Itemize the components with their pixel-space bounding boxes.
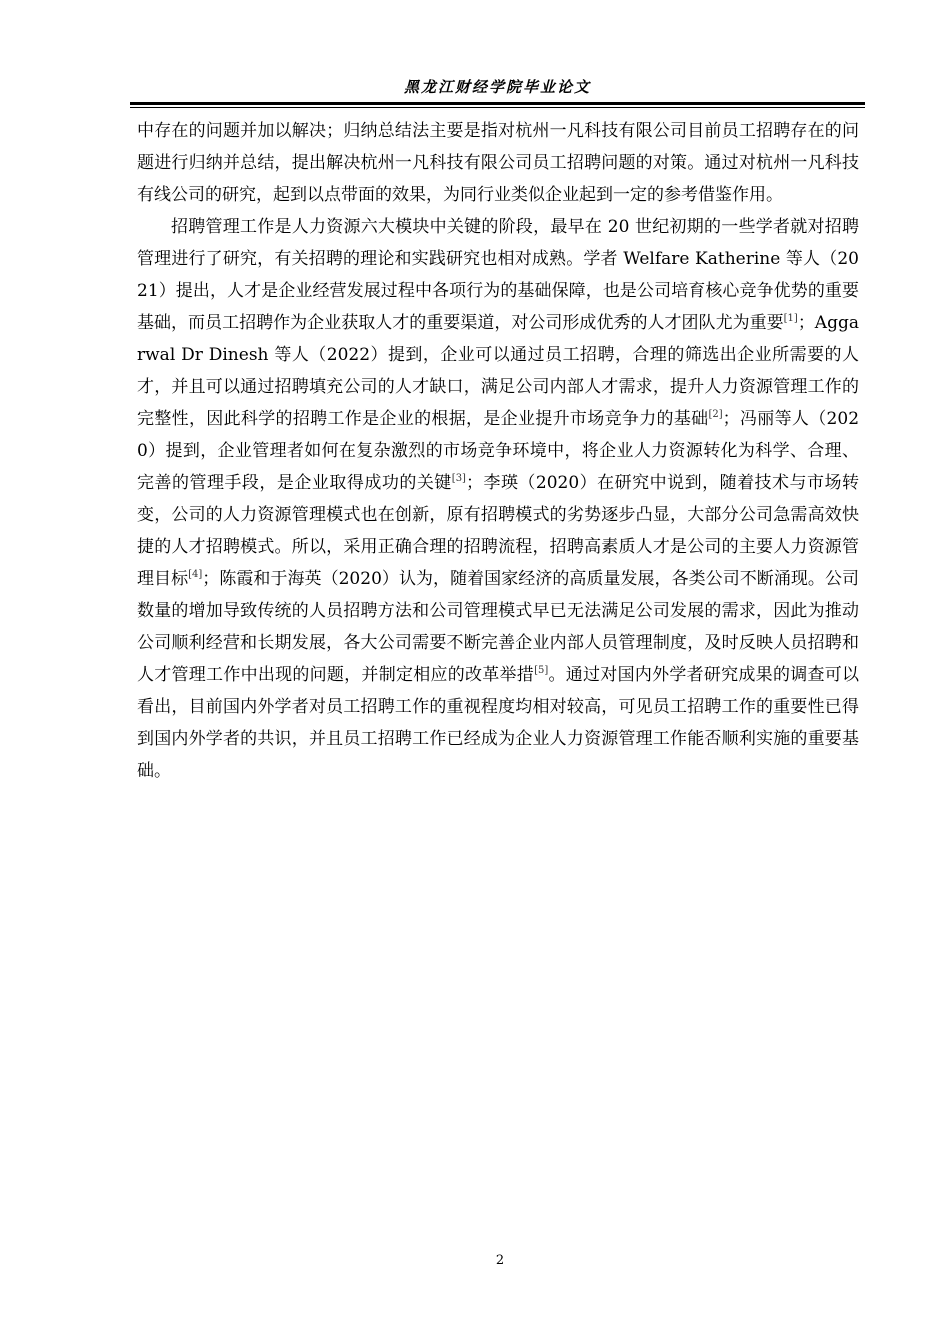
- citation-marker: [1]: [783, 313, 798, 324]
- paragraph-text: ；陈霞和于海英（2020）认为，随着国家经济的高质量发展，各类公司不断涌现。公司数量的增加导致传统的人员招聘方法和公司管理模式早已无法满足公司发展的需求，因此为推动公司顺利经营和长期发展，各大公司需要不断完善企业内部人员管理制度，及时反映人员招聘和人才管理工作中出现的问题，并制定相应的改革举措: [137, 569, 860, 685]
- paragraph-text: 中存在的问题并加以解决；归纳总结法主要是指对杭州一凡科技有限公司目前员工招聘存在的问题进行归纳并总结，提出解决杭州一凡科技有限公司员工招聘问题的对策。通过对杭州一凡科技有线公司的研究，起到以点带面的效果，为同行业类似企业起到一定的参考借鉴作用。: [137, 121, 859, 205]
- header-rule-thick: [130, 102, 865, 105]
- citation-marker: [4]: [188, 569, 203, 580]
- paragraph-text: ；李瑛（2020）在研究中说到，随着技术与市场转变，公司的人力资源管理模式也在创新，原有招聘模式的劣势逐步凸显，大部分公司急需高效快捷的人才招聘模式。所以，采用正确合理的招聘流程，招聘高素质人才是公司的主要人力资源管理目标: [137, 473, 860, 589]
- page-header: [130, 76, 865, 104]
- paragraph-1: [137, 115, 859, 211]
- paragraph-text: 。通过对国内外学者研究成果的调查可以看出，目前国内外学者对员工招聘工作的重视程度均相对较高，可见员工招聘工作的重要性已得到国内外学者的共识，并且员工招聘工作已经成为企业人力资源管理工作能否顺利实施的重要基础。: [137, 665, 860, 781]
- paragraph-text: ；冯丽等人（2020）提到，企业管理者如何在复杂激烈的市场竞争环境中，将企业人力资源转化为科学、合理、完善的管理手段，是企业取得成功的关键: [137, 409, 860, 493]
- paragraph-text: 招聘管理工作是人力资源六大模块中关键的阶段，最早在 20 世纪初期的一些学者就对招聘管理进行了研究，有关招聘的理论和实践研究也相对成熟。学者 Welfare Katherine 等人（2021）提出，人才是企业经营发展过程中各项行为的基础保障，也是公司培育核心竞争优势的重要基础，而员工招聘作为企业获取人才的重要渠道，对公司形成优秀的人才团队尤为重要: [137, 217, 859, 333]
- page-number: 2: [495, 1253, 505, 1268]
- body-text: [137, 115, 859, 787]
- citation-marker: [3]: [451, 473, 466, 484]
- header-title: 黑龙江财经学院毕业论文: [403, 78, 591, 96]
- paragraph-text: ；Aggarwal Dr Dinesh 等人（2022）提到，企业可以通过员工招聘，合理的筛选出企业所需要的人才，并且可以通过招聘填充公司的人才缺口，满足公司内部人才需求，提升人力资源管理工作的完整性，因此科学的招聘工作是企业的根据，是企业提升市场竞争力的基础: [137, 313, 859, 429]
- header-rule-thin: [130, 107, 865, 108]
- citation-marker: [5]: [534, 665, 549, 676]
- paragraph-2: [137, 211, 859, 787]
- citation-marker: [2]: [708, 409, 723, 420]
